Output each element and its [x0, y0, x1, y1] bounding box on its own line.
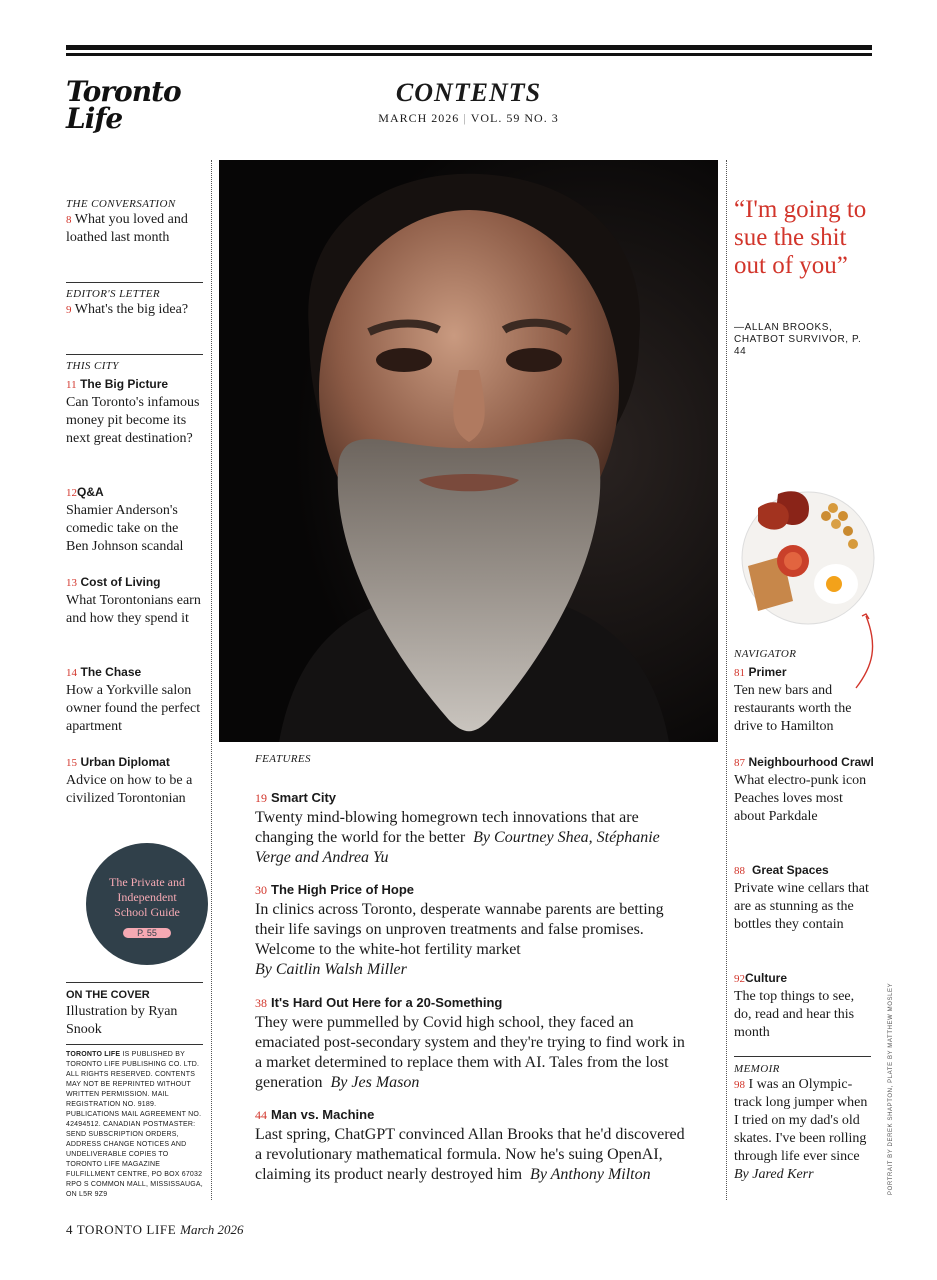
page-number: 44 [255, 1108, 267, 1122]
page-number: 98 [734, 1079, 745, 1091]
folio-brand: TORONTO LIFE [76, 1222, 177, 1237]
item-title: The Chase [80, 665, 142, 679]
item-desc: What Torontonians earn and how they spend it [66, 593, 201, 626]
page-number: 8 [66, 214, 72, 226]
notice-text: IS PUBLISHED BY TORONTO LIFE PUBLISHING CO. LTD. ALL RIGHTS RESERVED. CONTENTS MAY NOT BE REPRINTED WITHOUT WRITTEN PERMISSION. MAIL REGISTRATION NO. 9189. PUBLICATIONS MAIL AGREEMENT NO. 42494512. CANADIAN POSTMASTER: SEND SUBSCRIPTION ORDERS, ADDRESS CHANGE NOTICES AND UNDELIVERABLE COPIES TO TORONTO LIFE MAGAZINE FULFILLMENT CENTRE, PO BOX 67032 RPO S COMMON MALL, MISSISSAUGA, ON L5R 9Z9 [66, 1051, 203, 1198]
right-column-divider [726, 160, 727, 1200]
item-desc: Advice on how to be a civilized Torontonian [66, 773, 193, 806]
toc-editors-letter[interactable] [66, 287, 204, 319]
toc-navigator [734, 647, 874, 661]
divider [66, 354, 203, 355]
page-number: 11 [66, 379, 77, 391]
feature-title: Smart City [271, 790, 337, 805]
section-label: MEMOIR [734, 1063, 780, 1075]
item-title: Great Spaces [752, 863, 829, 877]
section-label: THE CONVERSATION [66, 198, 176, 210]
folio-page-number: 4 [66, 1222, 74, 1237]
issue-info: MARCH 2026 | VOL. 59 NO. 3 [378, 111, 559, 125]
divider [734, 1056, 871, 1057]
toc-item-primer[interactable] [734, 663, 874, 736]
section-label: THIS CITY [66, 360, 119, 372]
feature-20-something[interactable] [255, 993, 695, 1093]
publication-notice [66, 1050, 204, 1200]
item-desc: Shamier Anderson's comedic take on the Ben Johnson scandal [66, 503, 184, 554]
page-number: 12 [66, 487, 77, 499]
feature-title: It's Hard Out Here for a 20-Something [271, 995, 503, 1010]
feature-byline: By Anthony Milton [530, 1166, 651, 1183]
pull-quote-attribution: —ALLAN BROOKS, CHATBOT SURVIVOR, P. 44 [734, 322, 862, 357]
toc-item-culture[interactable] [734, 969, 874, 1042]
item-desc: Can Toronto's infamous money pit become its next great destination? [66, 395, 200, 446]
toc-item-neighbourhood-crawl[interactable] [734, 753, 874, 826]
feature-byline: By Caitlin Walsh Miller [255, 961, 407, 978]
toronto-life-logo: Toronto Life [66, 75, 181, 135]
toc-memoir[interactable] [734, 1062, 874, 1184]
item-desc: What electro-punk icon Peaches loves most about Parkdale [734, 773, 867, 824]
feature-title: The High Price of Hope [271, 882, 415, 897]
top-rule [66, 45, 872, 50]
feature-byline: By Courtney Shea, Stéphanie Verge and Andrea Yu [255, 829, 660, 866]
feature-smart-city[interactable] [255, 788, 695, 868]
top-rule-secondary [66, 53, 872, 56]
item-title: Neighbourhood Crawl [748, 755, 874, 769]
cover-portrait-photo [219, 160, 718, 742]
toc-conversation[interactable] [66, 197, 204, 247]
feature-title: Man vs. Machine [271, 1107, 375, 1122]
entry-text: What you loved and loathed last month [66, 212, 188, 245]
badge-title: The Private and Independent School Guide [109, 875, 185, 919]
folio-date: March 2026 [180, 1222, 244, 1237]
toc-item-urban-diplomat[interactable] [66, 753, 204, 808]
memoir-byline: By Jared Kerr [734, 1167, 814, 1182]
feature-man-vs-machine[interactable] [255, 1105, 695, 1185]
item-title: Culture [745, 971, 787, 985]
divider [66, 282, 203, 283]
cover-title: ON THE COVER [66, 989, 150, 1001]
item-title: The Big Picture [80, 377, 169, 391]
item-title: Urban Diplomat [80, 755, 170, 769]
feature-desc: Last spring, ChatGPT convinced Allan Brooks that he'd discovered a revolutionary mathematical formula. Now he's suing OpenAI, claiming its product nearly destroyed him [255, 1126, 685, 1183]
divider [66, 982, 203, 983]
school-guide-badge[interactable] [86, 843, 208, 965]
photo-credit: PORTRAIT BY DEREK SHAPTON, PLATE BY MATTHEW MOSLEY [888, 982, 894, 1195]
page-number: 38 [255, 996, 267, 1010]
cover-credit: Illustration by Ryan Snook [66, 1004, 178, 1037]
feature-high-price-of-hope[interactable] [255, 880, 695, 980]
portrait-illustration [219, 160, 718, 742]
toc-item-big-picture[interactable] [66, 375, 204, 448]
feature-desc: In clinics across Toronto, desperate wannabe parents are betting their life savings on unproven treatments and false promises. Welcome to the white-hot fertility market [255, 901, 664, 958]
page-title: CONTENTS [395, 78, 542, 107]
page-number: 14 [66, 667, 77, 679]
page-number: 30 [255, 883, 267, 897]
page-number: 88 [734, 865, 745, 877]
page-folio [66, 1222, 244, 1238]
issue-date: MARCH 2026 [378, 111, 460, 125]
page-number: 81 [734, 667, 745, 679]
badge-page-number: P. 55 [123, 928, 171, 938]
item-desc: Ten new bars and restaurants worth the drive to Hamilton [734, 683, 852, 734]
entry-text: What's the big idea? [74, 302, 189, 317]
feature-desc: They were pummelled by Covid high school, they faced an emaciated post-secondary system and they're trying to find work in a market determined to replace them with AI. Tales from the lost generation [255, 1014, 685, 1091]
divider [66, 1044, 203, 1045]
page-number: 19 [255, 791, 267, 805]
page-number: 15 [66, 757, 77, 769]
page-number: 13 [66, 577, 77, 589]
feature-byline: By Jes Mason [330, 1074, 420, 1091]
memoir-text: I was an Olympic-track long jumper when I tried on my dad's old skates. I've been rolling through life ever since [734, 1077, 868, 1164]
page-number: 87 [734, 757, 745, 769]
item-title: Q&A [77, 485, 104, 499]
pull-quote: “I'm going to sue the shit out of you” [734, 196, 867, 279]
page-number: 9 [66, 304, 72, 316]
item-desc: Private wine cellars that are as stunning as the bottles they contain [734, 881, 869, 932]
toc-item-cost-of-living[interactable] [66, 573, 204, 628]
section-label: NAVIGATOR [734, 648, 797, 660]
feature-desc: Twenty mind-blowing homegrown tech innovations that are changing the world for the better [255, 809, 639, 846]
item-title: Primer [748, 665, 787, 679]
section-label: EDITOR'S LETTER [66, 288, 161, 300]
item-desc: How a Yorkville salon owner found the perfect apartment [66, 683, 201, 734]
item-title: Cost of Living [80, 575, 161, 589]
issue-volume: VOL. 59 NO. 3 [470, 111, 559, 125]
features-label: FEATURES [255, 753, 311, 765]
left-column-divider [211, 160, 212, 1200]
page-number: 92 [734, 973, 745, 985]
toc-this-city [66, 359, 204, 373]
item-desc: The top things to see, do, read and hear this month [734, 989, 855, 1040]
notice-brand: TORONTO LIFE [66, 1051, 121, 1058]
toc-item-qa[interactable] [66, 483, 204, 556]
toc-item-the-chase[interactable] [66, 663, 204, 736]
toc-item-great-spaces[interactable] [734, 861, 874, 934]
on-the-cover [66, 988, 204, 1039]
